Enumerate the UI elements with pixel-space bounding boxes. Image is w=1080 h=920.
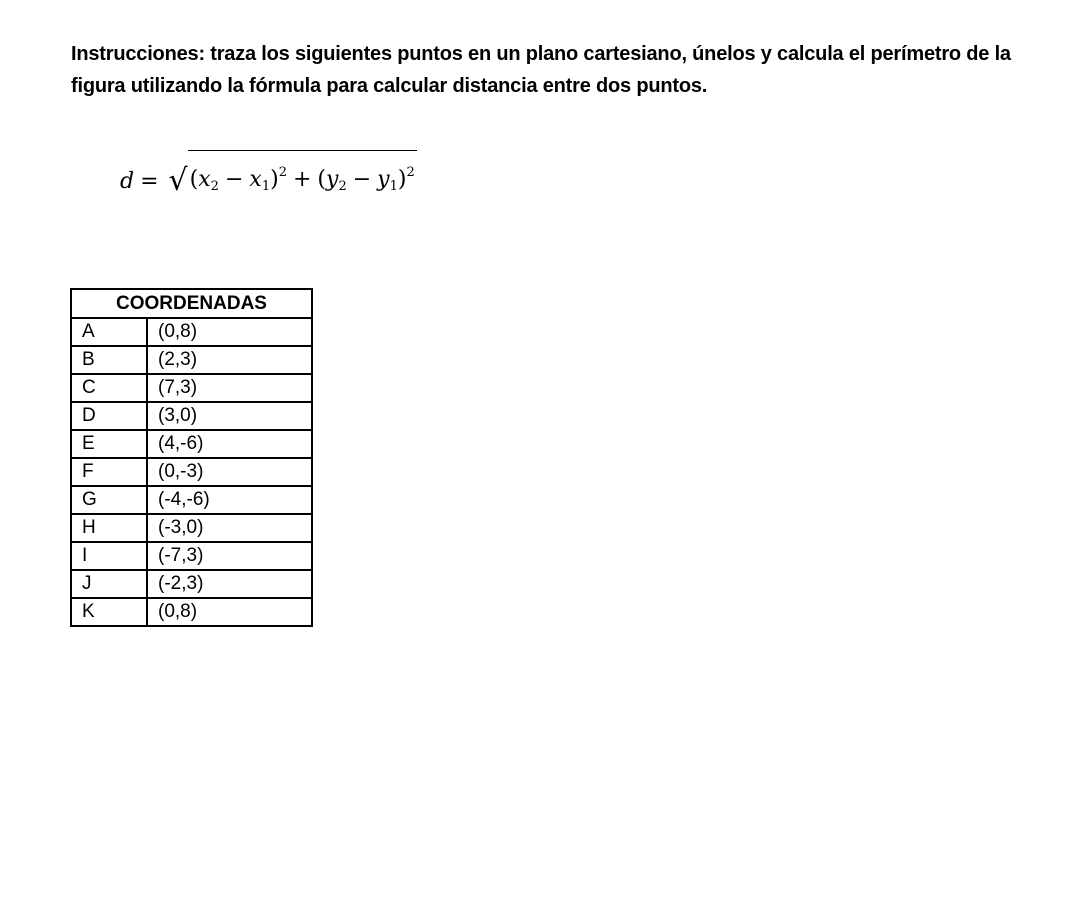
point-coordinates: (0,8) <box>147 598 312 626</box>
point-coordinates: (3,0) <box>147 402 312 430</box>
distance-formula <box>120 156 417 207</box>
point-label: D <box>71 402 147 430</box>
table-row <box>71 318 312 346</box>
formula-exp-1: 2 <box>278 165 287 180</box>
point-coordinates: (0,8) <box>147 318 312 346</box>
formula-exp-2: 2 <box>406 165 415 180</box>
point-coordinates: (4,-6) <box>147 430 312 458</box>
point-label: B <box>71 346 147 374</box>
table-row <box>71 402 312 430</box>
point-label: C <box>71 374 147 402</box>
formula-x2: x <box>198 167 211 192</box>
formula-y2: y <box>326 167 339 192</box>
point-label: K <box>71 598 147 626</box>
formula-y2-sub: 2 <box>338 179 347 194</box>
formula-y1: y <box>377 167 390 192</box>
point-label: F <box>71 458 147 486</box>
point-coordinates: (0,-3) <box>147 458 312 486</box>
formula-x2-sub: 2 <box>210 179 219 194</box>
point-coordinates: (-4,-6) <box>147 486 312 514</box>
point-label: H <box>71 514 147 542</box>
formula-x1: x <box>249 167 262 192</box>
formula-y1-sub: 1 <box>389 179 398 194</box>
point-label: I <box>71 542 147 570</box>
point-label: G <box>71 486 147 514</box>
square-root-icon: √ <box>168 162 188 198</box>
point-coordinates: (-3,0) <box>147 514 312 542</box>
table-row <box>71 430 312 458</box>
point-coordinates: (-2,3) <box>147 570 312 598</box>
table-row <box>71 542 312 570</box>
table-header: COORDENADAS <box>71 289 312 318</box>
table-row <box>71 346 312 374</box>
table-row <box>71 514 312 542</box>
table-row <box>71 598 312 626</box>
formula-radicand: $(x_2 - x_1)^2 + (y_2 - y_1)^2$ <box>188 150 417 207</box>
table-header-row <box>71 289 312 318</box>
formula-plus: + <box>292 167 312 192</box>
point-coordinates: (2,3) <box>147 346 312 374</box>
instructions-text: Instrucciones: traza los siguientes puntos en un plano cartesiano, únelos y calcula el perímetro de la figura utilizando la fórmula para calcular distancia entre dos puntos. <box>71 43 1011 97</box>
formula-x1-sub: 1 <box>261 179 271 194</box>
point-label: E <box>71 430 147 458</box>
point-coordinates: (-7,3) <box>147 542 312 570</box>
formula-minus-1: − <box>224 167 244 192</box>
table-row <box>71 486 312 514</box>
formula-minus-2: − <box>352 167 372 192</box>
table-row <box>71 570 312 598</box>
point-coordinates: (7,3) <box>147 374 312 402</box>
table-row <box>71 458 312 486</box>
table-row <box>71 374 312 402</box>
point-label: A <box>71 318 147 346</box>
formula-equals: = <box>140 168 159 194</box>
formula-d: d <box>120 168 135 194</box>
point-label: J <box>71 570 147 598</box>
coordinates-table <box>70 288 313 627</box>
